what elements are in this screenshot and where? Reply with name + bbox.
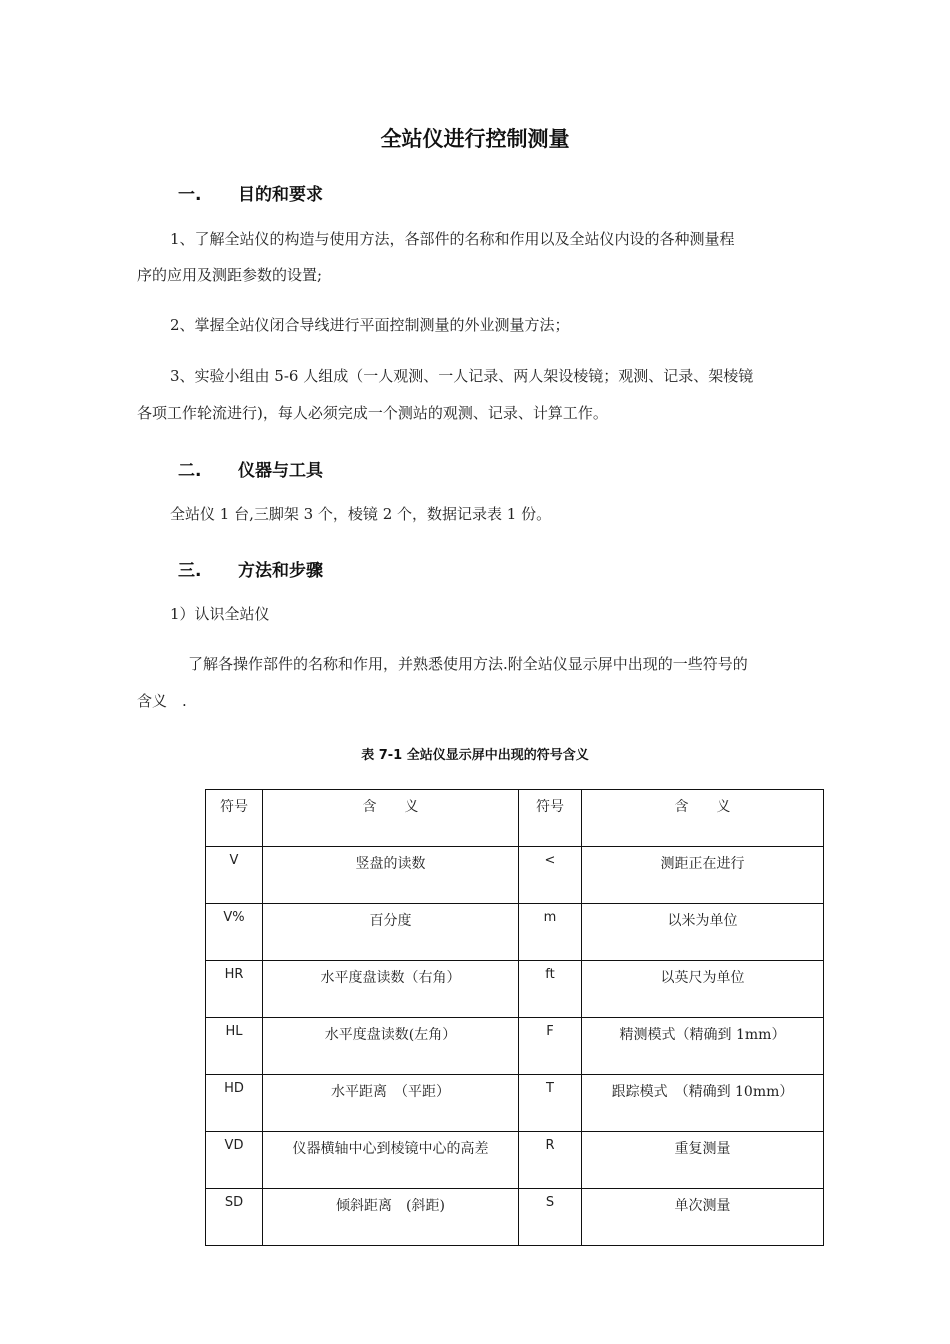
header-meaning: 含 义 — [263, 790, 519, 847]
symbol-cell: ft — [519, 961, 582, 1018]
section-number: 三. — [178, 561, 202, 581]
section-heading-1 — [178, 180, 478, 205]
section-title: 方法和步骤 — [238, 561, 323, 581]
table-row — [206, 1075, 824, 1132]
meaning-cell: 以英尺为单位 — [582, 961, 824, 1018]
meaning-cell: 重复测量 — [582, 1132, 824, 1189]
table-row — [206, 1018, 824, 1075]
requirement-3-line-2: 各项工作轮流进行)，每人必须完成一个测站的观测、记录、计算工作。 — [137, 404, 608, 422]
symbol-cell: HD — [206, 1075, 263, 1132]
table-header-row — [206, 790, 824, 847]
header-symbol: 符号 — [519, 790, 582, 847]
symbol-cell: SD — [206, 1189, 263, 1246]
step-1-heading: 1）认识全站仪 — [170, 605, 270, 623]
section-title: 目的和要求 — [238, 185, 323, 205]
symbol-cell: S — [519, 1189, 582, 1246]
header-meaning: 含 义 — [582, 790, 824, 847]
symbol-cell: R — [519, 1132, 582, 1189]
header-symbol: 符号 — [206, 790, 263, 847]
section-number: 二. — [178, 461, 202, 481]
meaning-cell: 倾斜距离 (斜距) — [263, 1189, 519, 1246]
symbol-cell: < — [519, 847, 582, 904]
section-number: 一. — [178, 185, 202, 205]
symbol-cell: HR — [206, 961, 263, 1018]
symbol-cell: V — [206, 847, 263, 904]
requirement-2: 2、掌握全站仪闭合导线进行平面控制测量的外业测量方法； — [170, 316, 570, 334]
symbol-cell: F — [519, 1018, 582, 1075]
meaning-cell: 以米为单位 — [582, 904, 824, 961]
meaning-cell: 竖盘的读数 — [263, 847, 519, 904]
section-heading-2 — [178, 456, 478, 481]
meaning-cell: 跟踪模式 （精确到 10mm） — [582, 1075, 824, 1132]
table-row — [206, 1132, 824, 1189]
meaning-cell: 水平度盘读数(左角） — [263, 1018, 519, 1075]
meaning-cell: 仪器横轴中心到棱镜中心的高差 — [263, 1132, 519, 1189]
meaning-cell: 单次测量 — [582, 1189, 824, 1246]
requirement-1-line-1: 1、了解全站仪的构造与使用方法，各部件的名称和作用以及全站仪内设的各种测量程 — [170, 230, 735, 248]
requirement-1-line-2: 序的应用及测距参数的设置; — [137, 266, 323, 284]
step-1-description-line-1: 了解各操作部件的名称和作用，并熟悉使用方法.附全站仪显示屏中出现的一些符号的 — [188, 655, 748, 673]
symbol-cell: HL — [206, 1018, 263, 1075]
table-caption: 表 7-1 全站仪显示屏中出现的符号含义 — [361, 748, 589, 763]
page-title: 全站仪进行控制测量 — [380, 127, 570, 151]
step-1-description-line-2: 含义 . — [137, 692, 187, 710]
table-row — [206, 1189, 824, 1246]
symbol-table — [205, 789, 824, 1246]
requirement-3-line-1: 3、实验小组由 5-6 人组成（一人观测、一人记录、两人架设棱镜；观测、记录、架棱镜 — [170, 367, 754, 385]
meaning-cell: 水平度盘读数（右角） — [263, 961, 519, 1018]
symbol-cell: V% — [206, 904, 263, 961]
symbol-cell: m — [519, 904, 582, 961]
meaning-cell: 百分度 — [263, 904, 519, 961]
section-title: 仪器与工具 — [238, 461, 323, 481]
section-heading-3 — [178, 556, 478, 581]
symbol-cell: T — [519, 1075, 582, 1132]
table-row — [206, 847, 824, 904]
tools-list: 全站仪 1 台,三脚架 3 个，棱镜 2 个，数据记录表 1 份。 — [170, 505, 552, 523]
symbol-cell: VD — [206, 1132, 263, 1189]
table-row — [206, 904, 824, 961]
table-row — [206, 961, 824, 1018]
meaning-cell: 精测模式（精确到 1mm） — [582, 1018, 824, 1075]
meaning-cell: 水平距离 （平距） — [263, 1075, 519, 1132]
meaning-cell: 测距正在进行 — [582, 847, 824, 904]
